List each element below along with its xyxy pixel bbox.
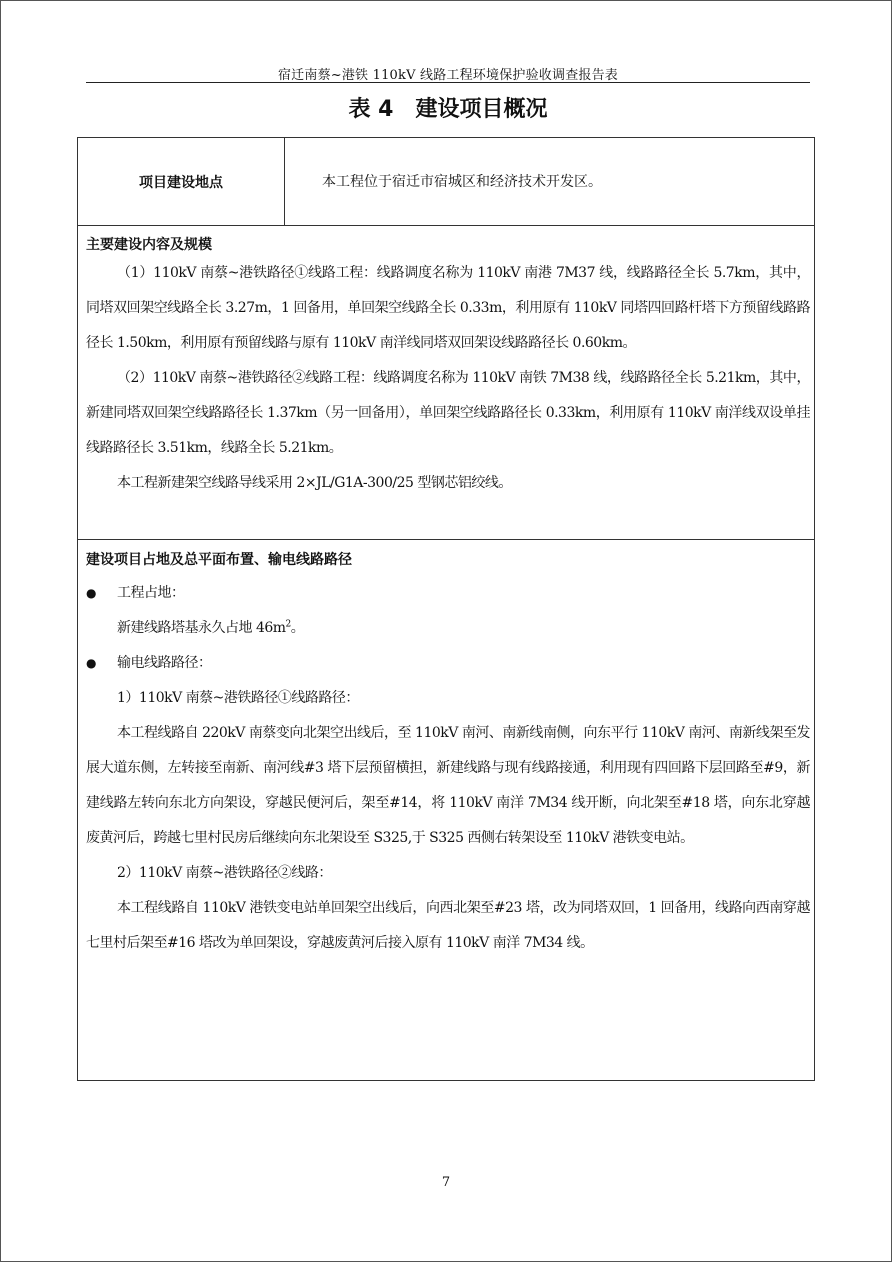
table-title-text: 建设项目概况 (415, 97, 548, 122)
table-title (86, 92, 810, 123)
location-row (78, 138, 814, 226)
route-label: 输电线路路径： (117, 655, 212, 671)
content-paragraph-2: （2）110kV 南蔡~港铁路径②线路工程：线路调度名称为 110kV 南铁 7M38 线，线路路径全长 5.21km，其中，新建同塔双回架空线路路径长 1.37km（另一回备用），单回架空线路路径长 0.33km，利用原有 110kV 南洋线双设单挂线路路径长 3.51km，线路全长 5.21km。 (86, 370, 810, 456)
land-use-end: 。 (290, 620, 305, 636)
project-overview-table (77, 137, 815, 1081)
table-title-number: 表 4 (348, 97, 394, 122)
running-header: 宿迁南蔡~港铁 110kV 线路工程环境保护验收调查报告表 (277, 68, 619, 83)
content-paragraph-1: （1）110kV 南蔡~港铁路径①线路工程：线路调度名称为 110kV 南港 7M37 线，线路路径全长 5.7km，其中，同塔双回架空线路全长 3.27m，1 回备用，单回架空线路全长 0.33m，利用原有 110kV 同塔四回路杆塔下方预留线路路径长 1.50km，利用原有预留线路与原有 110kV 南洋线同塔双回架设线路路径长 0.60km。 (86, 265, 810, 351)
land-use-label: 工程占地： (117, 585, 185, 601)
header-rule (86, 82, 810, 83)
route1-title: 1）110kV 南蔡~港铁路径①线路路径： (117, 690, 359, 706)
route2-text: 本工程线路自 110kV 港铁变电站单回架空出线后，向西北架至#23 塔，改为同塔双回，1 回备用，线路向西南穿越七里村后架至#16 塔改为单回架设，穿越废黄河后接入原有 110kV 南洋 7M34 线。 (86, 900, 810, 951)
layout-route-section (78, 540, 814, 1080)
page-number: 7 (441, 1175, 451, 1190)
construction-content-heading: 主要建设内容及规模 (86, 237, 212, 253)
route1-text: 本工程线路自 220kV 南蔡变向北架空出线后，至 110kV 南河、南新线南侧，向东平行 110kV 南河、南新线架至发展大道东侧，左转接至南新、南河线#3 塔下层预留横担，新建线路与现有线路接通，利用现有四回路下层回路至#9，新建线路左转向东北方向架设，穿越民便河后，架至#14，将 110kV 南洋 7M34 线开断，向北架至#18 塔，向东北穿越废黄河后，跨越七里村民房后继续向东北架设至 S325,于 S325 西侧右转架设至 110kV 港铁变电站。 (86, 725, 810, 846)
location-value: 本工程位于宿迁市宿城区和经济技术开发区。 (322, 174, 602, 190)
construction-content-section (78, 225, 814, 540)
land-use-value: 新建线路塔基永久占地 46m (117, 620, 286, 636)
land-use-bullet (86, 576, 810, 611)
route2-title: 2）110kV 南蔡~港铁路径②线路： (117, 865, 332, 881)
layout-route-body (86, 576, 810, 961)
land-use-text (86, 611, 810, 646)
route-bullet (86, 646, 810, 681)
bullet-dot-icon: ● (86, 656, 96, 670)
construction-content-body (86, 256, 810, 501)
bullet-dot-icon: ● (86, 586, 96, 600)
layout-route-heading: 建设项目占地及总平面布置、输电线路路径 (86, 552, 352, 568)
land-use-unit-sup: 2 (285, 619, 291, 630)
content-paragraph-3: 本工程新建架空线路导线采用 2×JL/G1A-300/25 型钢芯铝绞线。 (117, 475, 512, 491)
location-label: 项目建设地点 (78, 138, 285, 225)
